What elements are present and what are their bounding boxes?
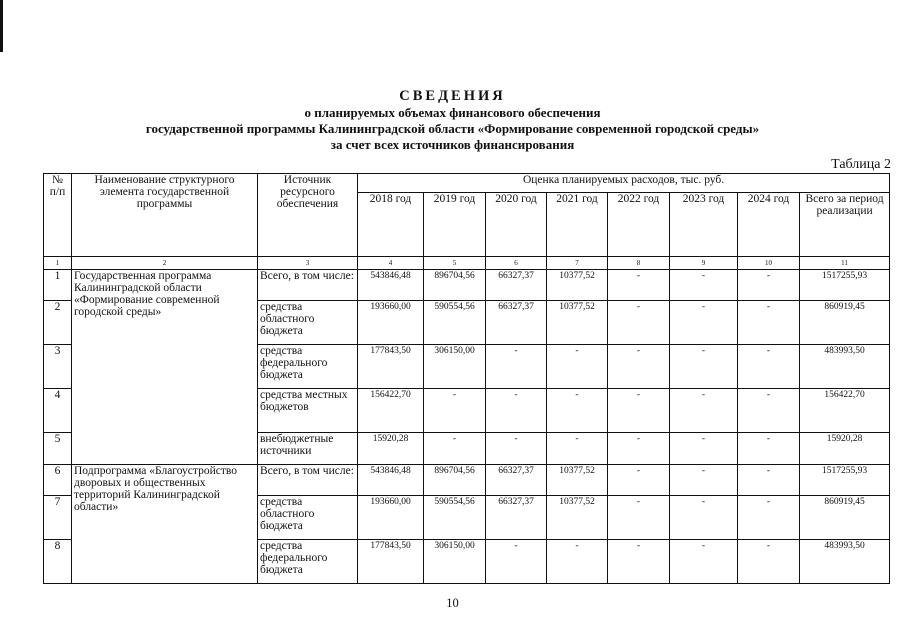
row-number: 1: [44, 270, 72, 301]
total-cell: 156422,70: [800, 389, 890, 433]
value-cell: -: [424, 433, 486, 465]
total-cell: 1517255,93: [800, 465, 890, 496]
value-cell: -: [608, 496, 670, 540]
funding-source: средства федерального бюджета: [258, 345, 358, 389]
header-year-2019: 2019 год: [424, 193, 486, 257]
value-cell: -: [738, 496, 800, 540]
value-cell: 10377,52: [547, 496, 608, 540]
row-number: 6: [44, 465, 72, 496]
header-row-top: [44, 174, 890, 193]
value-cell: 193660,00: [358, 496, 424, 540]
value-cell: -: [608, 433, 670, 465]
col-number: 6: [486, 257, 547, 270]
funding-source: внебюджетные источники: [258, 433, 358, 465]
title-line-3: государственной программы Калининградской области «Формирование современной городской среды»: [145, 121, 760, 136]
row-number: 2: [44, 301, 72, 345]
value-cell: -: [738, 465, 800, 496]
value-cell: -: [738, 389, 800, 433]
value-cell: -: [424, 389, 486, 433]
funding-source: средства федерального бюджета: [258, 540, 358, 584]
scan-edge-mark: [0, 0, 3, 52]
value-cell: -: [738, 540, 800, 584]
value-cell: -: [738, 345, 800, 389]
value-cell: -: [608, 270, 670, 301]
value-cell: 177843,50: [358, 345, 424, 389]
value-cell: 10377,52: [547, 301, 608, 345]
page-number: 10: [446, 596, 459, 610]
row-number: 4: [44, 389, 72, 433]
value-cell: -: [608, 345, 670, 389]
total-cell: 483993,50: [800, 540, 890, 584]
column-number-row: [44, 257, 890, 270]
header-source: Источник ресурсного обеспечения: [258, 174, 358, 257]
value-cell: 177843,50: [358, 540, 424, 584]
value-cell: -: [670, 345, 738, 389]
col-number: 4: [358, 257, 424, 270]
value-cell: 66327,37: [486, 301, 547, 345]
value-cell: -: [670, 465, 738, 496]
total-cell: 1517255,93: [800, 270, 890, 301]
element-name: Подпрограмма «Благоустройство дворовых и общественных территорий Калининградской области»: [72, 465, 258, 584]
document-title: [0, 88, 905, 153]
header-year-2021: 2021 год: [547, 193, 608, 257]
value-cell: 306150,00: [424, 345, 486, 389]
value-cell: -: [547, 389, 608, 433]
header-year-2024: 2024 год: [738, 193, 800, 257]
total-cell: 483993,50: [800, 345, 890, 389]
col-number: 10: [738, 257, 800, 270]
value-cell: -: [608, 389, 670, 433]
funding-source: Всего, в том числе:: [258, 270, 358, 301]
header-year-2018: 2018 год: [358, 193, 424, 257]
col-number: 2: [72, 257, 258, 270]
value-cell: -: [486, 389, 547, 433]
value-cell: -: [547, 540, 608, 584]
header-num: № п/п: [44, 174, 72, 257]
value-cell: 193660,00: [358, 301, 424, 345]
table-row: [44, 465, 890, 496]
value-cell: 543846,48: [358, 270, 424, 301]
row-number: 3: [44, 345, 72, 389]
value-cell: -: [608, 540, 670, 584]
value-cell: 66327,37: [486, 465, 547, 496]
funding-source: средства областного бюджета: [258, 301, 358, 345]
value-cell: -: [547, 345, 608, 389]
value-cell: -: [547, 433, 608, 465]
value-cell: -: [670, 433, 738, 465]
col-number: 9: [670, 257, 738, 270]
header-year-2023: 2023 год: [670, 193, 738, 257]
col-number: 7: [547, 257, 608, 270]
col-number: 3: [258, 257, 358, 270]
total-cell: 860919,45: [800, 301, 890, 345]
value-cell: -: [608, 465, 670, 496]
value-cell: 896704,56: [424, 270, 486, 301]
row-number: 5: [44, 433, 72, 465]
header-year-2020: 2020 год: [486, 193, 547, 257]
title-line-4: за счет всех источников финансирования: [330, 137, 575, 152]
value-cell: 156422,70: [358, 389, 424, 433]
value-cell: -: [486, 540, 547, 584]
value-cell: 66327,37: [486, 270, 547, 301]
funding-source: Всего, в том числе:: [258, 465, 358, 496]
financing-table: [43, 173, 890, 584]
total-cell: 15920,28: [800, 433, 890, 465]
value-cell: 306150,00: [424, 540, 486, 584]
funding-source: средства местных бюджетов: [258, 389, 358, 433]
col-number: 5: [424, 257, 486, 270]
table-number-label: Таблица 2: [831, 157, 891, 172]
value-cell: -: [670, 540, 738, 584]
header-total: Всего за период реализации: [800, 193, 890, 257]
table-row: [44, 270, 890, 301]
row-number: 8: [44, 540, 72, 584]
value-cell: -: [738, 270, 800, 301]
value-cell: 543846,48: [358, 465, 424, 496]
value-cell: -: [670, 301, 738, 345]
value-cell: 10377,52: [547, 465, 608, 496]
funding-source: средства областного бюджета: [258, 496, 358, 540]
value-cell: 590554,56: [424, 496, 486, 540]
value-cell: 10377,52: [547, 270, 608, 301]
value-cell: 590554,56: [424, 301, 486, 345]
value-cell: -: [670, 270, 738, 301]
value-cell: 15920,28: [358, 433, 424, 465]
value-cell: -: [486, 433, 547, 465]
value-cell: 896704,56: [424, 465, 486, 496]
total-cell: 860919,45: [800, 496, 890, 540]
value-cell: -: [670, 496, 738, 540]
title-line-2: о планируемых объемах финансового обеспечения: [304, 105, 601, 120]
value-cell: -: [670, 389, 738, 433]
col-number: 8: [608, 257, 670, 270]
col-number: 1: [44, 257, 72, 270]
row-number: 7: [44, 496, 72, 540]
title-heading: СВЕДЕНИЯ: [399, 88, 506, 104]
value-cell: -: [738, 301, 800, 345]
value-cell: -: [608, 301, 670, 345]
value-cell: 66327,37: [486, 496, 547, 540]
col-number: 11: [800, 257, 890, 270]
element-name: Государственная программа Калининградской области «Формирование современной городской среды»: [72, 270, 258, 465]
header-year-2022: 2022 год: [608, 193, 670, 257]
header-element-name: Наименование структурного элемента государственной программы: [72, 174, 258, 257]
value-cell: -: [486, 345, 547, 389]
value-cell: -: [738, 433, 800, 465]
header-expense-estimate: Оценка планируемых расходов, тыс. руб.: [358, 174, 890, 193]
